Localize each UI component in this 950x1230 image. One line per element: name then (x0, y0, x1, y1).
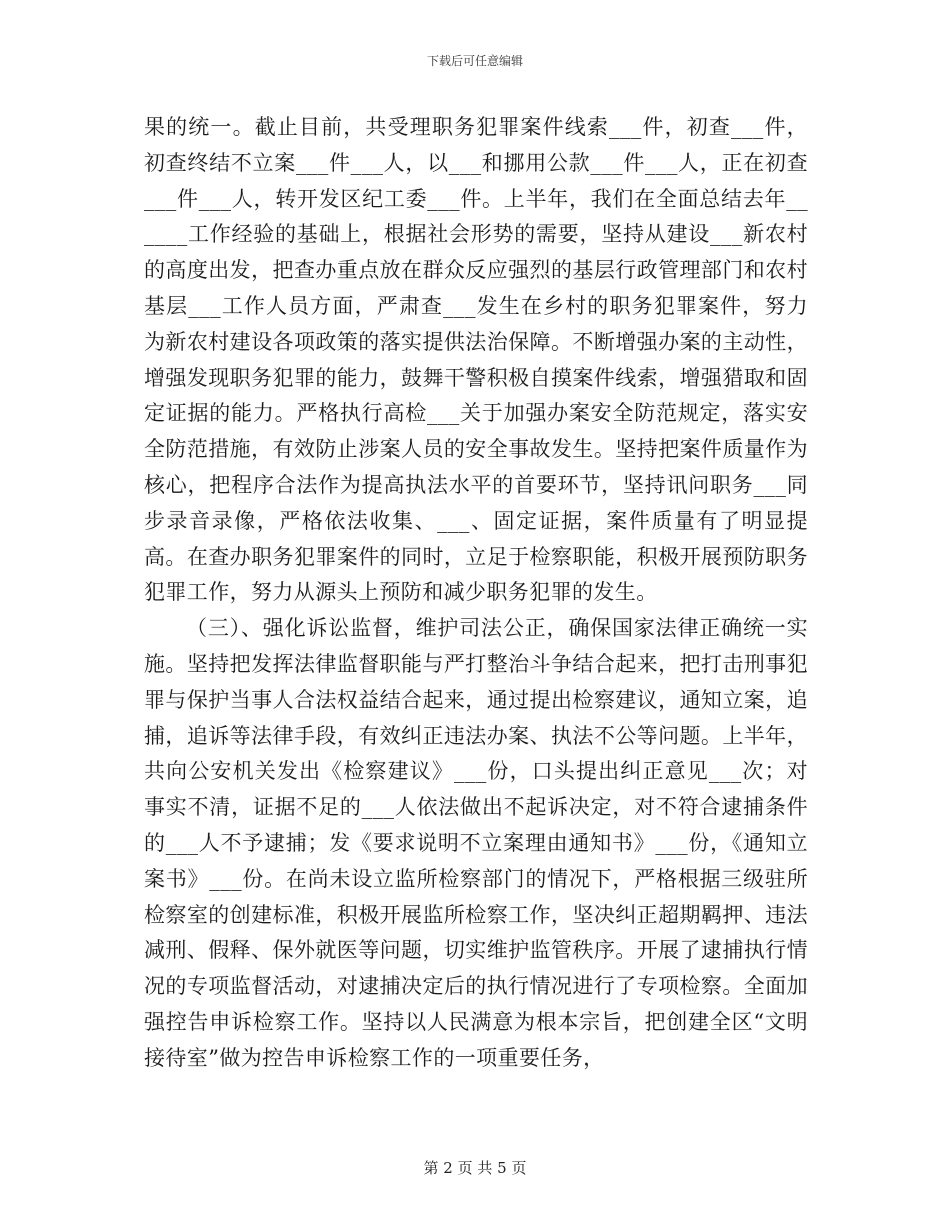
document-body (144, 110, 808, 1077)
paragraph-2: （三）、强化诉讼监督，维护司法公正，确保国家法律正确统一实施。坚持把发挥法律监督职能与严打整治斗争结合起来，把打击刑事犯罪与保护当事人合法权益结合起来，通过提出检察建议，通知立案，追捕，追诉等法律手段，有效纠正违法办案、执法不公等问题。上半年，共向公安机关发出《检察建议》___份，口头提出纠正意见___次；对事实不清，证据不足的___人依法做出不起诉决定，对不符合逮捕条件的___人不予逮捕；发《要求说明不立案理由通知书》___份，《通知立案书》___份。在尚未设立监所检察部门的情况下，严格根据三级驻所检察室的创建标准，积极开展监所检察工作，坚决纠正超期羁押、违法减刑、假释、保外就医等问题，切实维护监管秩序。开展了逮捕执行情况的专项监督活动，对逮捕决定后的执行情况进行了专项检察。全面加强控告申诉检察工作。坚持以人民满意为根本宗旨，把创建全区“文明接待室”做为控告申诉检察工作的一项重要任务， (144, 616, 808, 1070)
page-header: 下载后可任意编辑 (426, 54, 523, 68)
page-number: 第 2 页 共 5 页 (423, 1159, 527, 1177)
paragraph-1: 果的统一。截止目前，共受理职务犯罪案件线索___件，初查___件，初查终结不立案___件___人，以___和挪用公款___件___人，正在初查___件___人，转开发区纪工委___件。上半年，我们在全面总结去年______工作经验的基础上，根据社会形势的需要，坚持从建设___新农村的高度出发，把查办重点放在群众反应强烈的基层行政管理部门和农村基层___工作人员方面，严肃查___发生在乡村的职务犯罪案件，努力为新农村建设各项政策的落实提供法治保障。不断增强办案的主动性，增强发现职务犯罪的能力，鼓舞干警积极自摸案件线索，增强猎取和固定证据的能力。严格执行高检___关于加强办案安全防范规定，落实安全防范措施，有效防止涉案人员的安全事故发生。坚持把案件质量作为核心，把程序合法作为提高执法水平的首要环节，坚持讯问职务___同步录音录像，严格依法收集、___、固定证据，案件质量有了明显提高。在查办职务犯罪案件的同时，立足于检察职能，积极开展预防职务犯罪工作，努力从源头上预防和减少职务犯罪的发生。 (144, 115, 808, 605)
